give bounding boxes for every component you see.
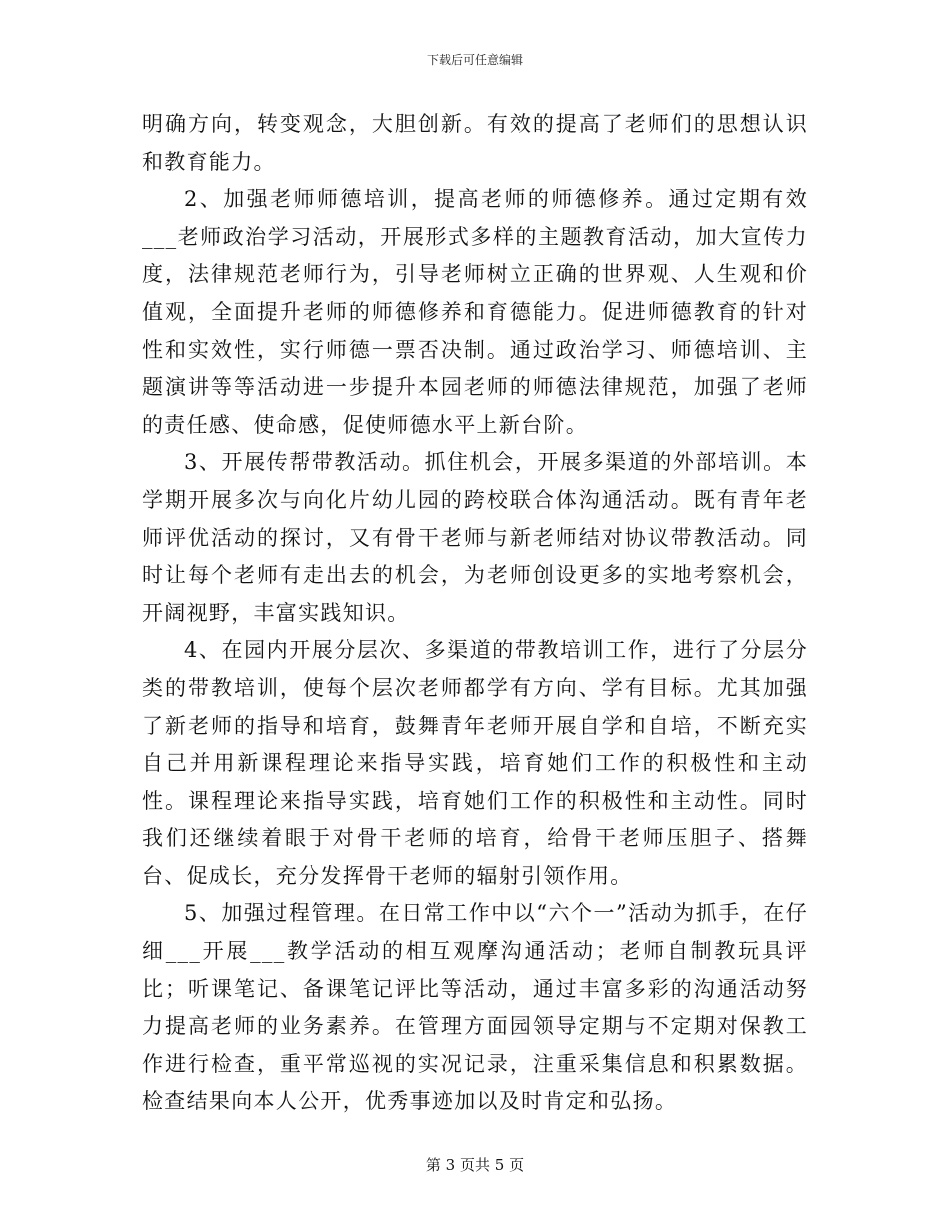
paragraph-tiered-training: 4、在园内开展分层次、多渠道的带教培训工作，进行了分层分类的带教培训，使每个层次老师都学有方向、学有目标。尤其加强了新老师的指导和培育，鼓舞青年老师开展自学和自培，不断充实自己并用新课程理论来指导实践，培育她们工作的积极性和主动性。课程理论来指导实践，培育她们工作的积极性和主动性。同时我们还继续着眼于对骨干老师的培育，给骨干老师压胆子、搭舞台、促成长，充分发挥骨干老师的辐射引领作用。	[142, 638, 808, 888]
paragraph-teacher-ethics-training: 2、加强老师师德培训，提高老师的师德修养。通过定期有效___老师政治学习活动，开展形式多样的主题教育活动，加大宣传力度，法律规范老师行为，引导老师树立正确的世界观、人生观和价值观，全面提升老师的师德修养和育德能力。促进师德教育的针对性和实效性，实行师德一票否决制。通过政治学习、师德培训、主题演讲等等活动进一步提升本园老师的师德法律规范，加强了老师的责任感、使命感，促使师德水平上新台阶。	[142, 187, 808, 437]
document-body	[142, 106, 808, 1121]
paragraph-mentoring-activities: 3、开展传帮带教活动。抓住机会，开展多渠道的外部培训。本学期开展多次与向化片幼儿园的跨校联合体沟通活动。既有青年老师评优活动的探讨，又有骨干老师与新老师结对协议带教活动。同时让每个老师有走出去的机会，为老师创设更多的实地考察机会，开阔视野，丰富实践知识。	[142, 450, 808, 625]
page-number: 第 3 页共 5 页	[425, 1156, 525, 1174]
paragraph-process-management: 5、加强过程管理。在日常工作中以“六个一”活动为抓手，在仔细___开展___教学活动的相互观摩沟通活动；老师自制教玩具评比；听课笔记、备课笔记评比等活动，通过丰富多彩的沟通活动努力提高老师的业务素养。在管理方面园领导定期与不定期对保教工作进行检查，重平常巡视的实况记录，注重采集信息和积累数据。检查结果向本人公开，优秀事迹加以及时肯定和弘扬。	[142, 901, 808, 1114]
page-header: 下载后可任意编辑	[426, 53, 523, 67]
paragraph-continuation: 明确方向，转变观念，大胆创新。有效的提高了老师们的思想认识和教育能力。	[142, 112, 808, 174]
